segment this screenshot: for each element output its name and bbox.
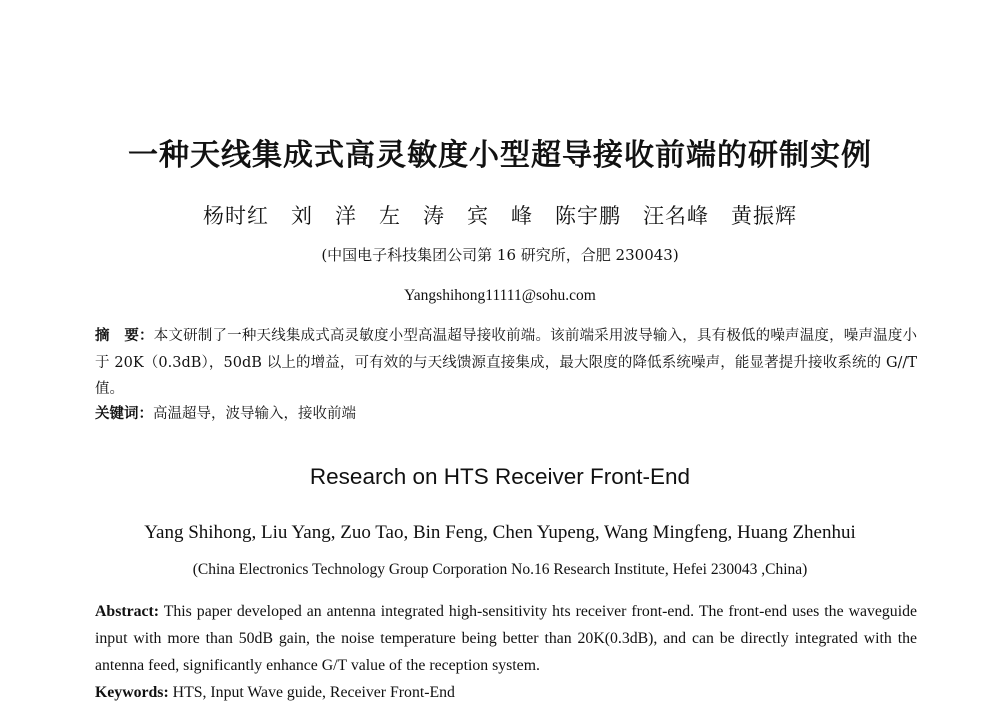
english-authors: Yang Shihong, Liu Yang, Zuo Tao, Bin Feng, Chen Yupeng, Wang Mingfeng, Huang Zhenhui xyxy=(144,522,856,543)
english-keywords-text: HTS, Input Wave guide, Receiver Front-End xyxy=(168,684,455,701)
author-email: Yangshihong11111@sohu.com xyxy=(404,287,596,304)
chinese-abstract-text: 本文研制了一种天线集成式高灵敏度小型高温超导接收前端。该前端采用波导输入，具有极低的噪声温度，噪声温度小于 20K（0.3dB），50dB 以上的增益，可有效的与天线馈源直接集成，最大限度的降低系统噪声，能显著提升接收系统的 G//T 值。 xyxy=(95,328,918,397)
english-abstract xyxy=(95,598,917,679)
english-abstract-label: Abstract: xyxy=(95,603,160,620)
chinese-title: 一种天线集成式高灵敏度小型超导接收前端的研制实例 xyxy=(128,138,872,173)
english-affiliation: (China Electronics Technology Group Corporation No.16 Research Institute, Hefei 230043 ,China) xyxy=(192,561,808,578)
chinese-keywords-text: 高温超导，波导输入，接收前端 xyxy=(153,406,356,422)
english-keywords xyxy=(95,679,917,706)
english-abstract-text: This paper developed an antenna integrated high-sensitivity hts receiver front-end. The front-end uses the waveguide input with more than 50dB gain, the noise temperature being better than 20K(0.3dB), and can be directly integrated with the antenna feed, significantly enhance G/T value of the reception system. xyxy=(95,603,917,674)
chinese-authors: 杨时红 刘 洋 左 涛 宾 峰 陈宇鹏 汪名峰 黄振辉 xyxy=(203,204,797,228)
chinese-affiliation: (中国电子科技集团公司第 16 研究所，合肥 230043) xyxy=(321,246,679,264)
chinese-keywords-label: 关键词： xyxy=(95,405,153,422)
english-keywords-label: Keywords: xyxy=(95,684,169,701)
chinese-keywords xyxy=(95,403,917,425)
english-title: Research on HTS Receiver Front-End xyxy=(309,464,691,489)
chinese-abstract xyxy=(95,323,917,403)
chinese-abstract-label: 摘 要： xyxy=(95,327,154,344)
